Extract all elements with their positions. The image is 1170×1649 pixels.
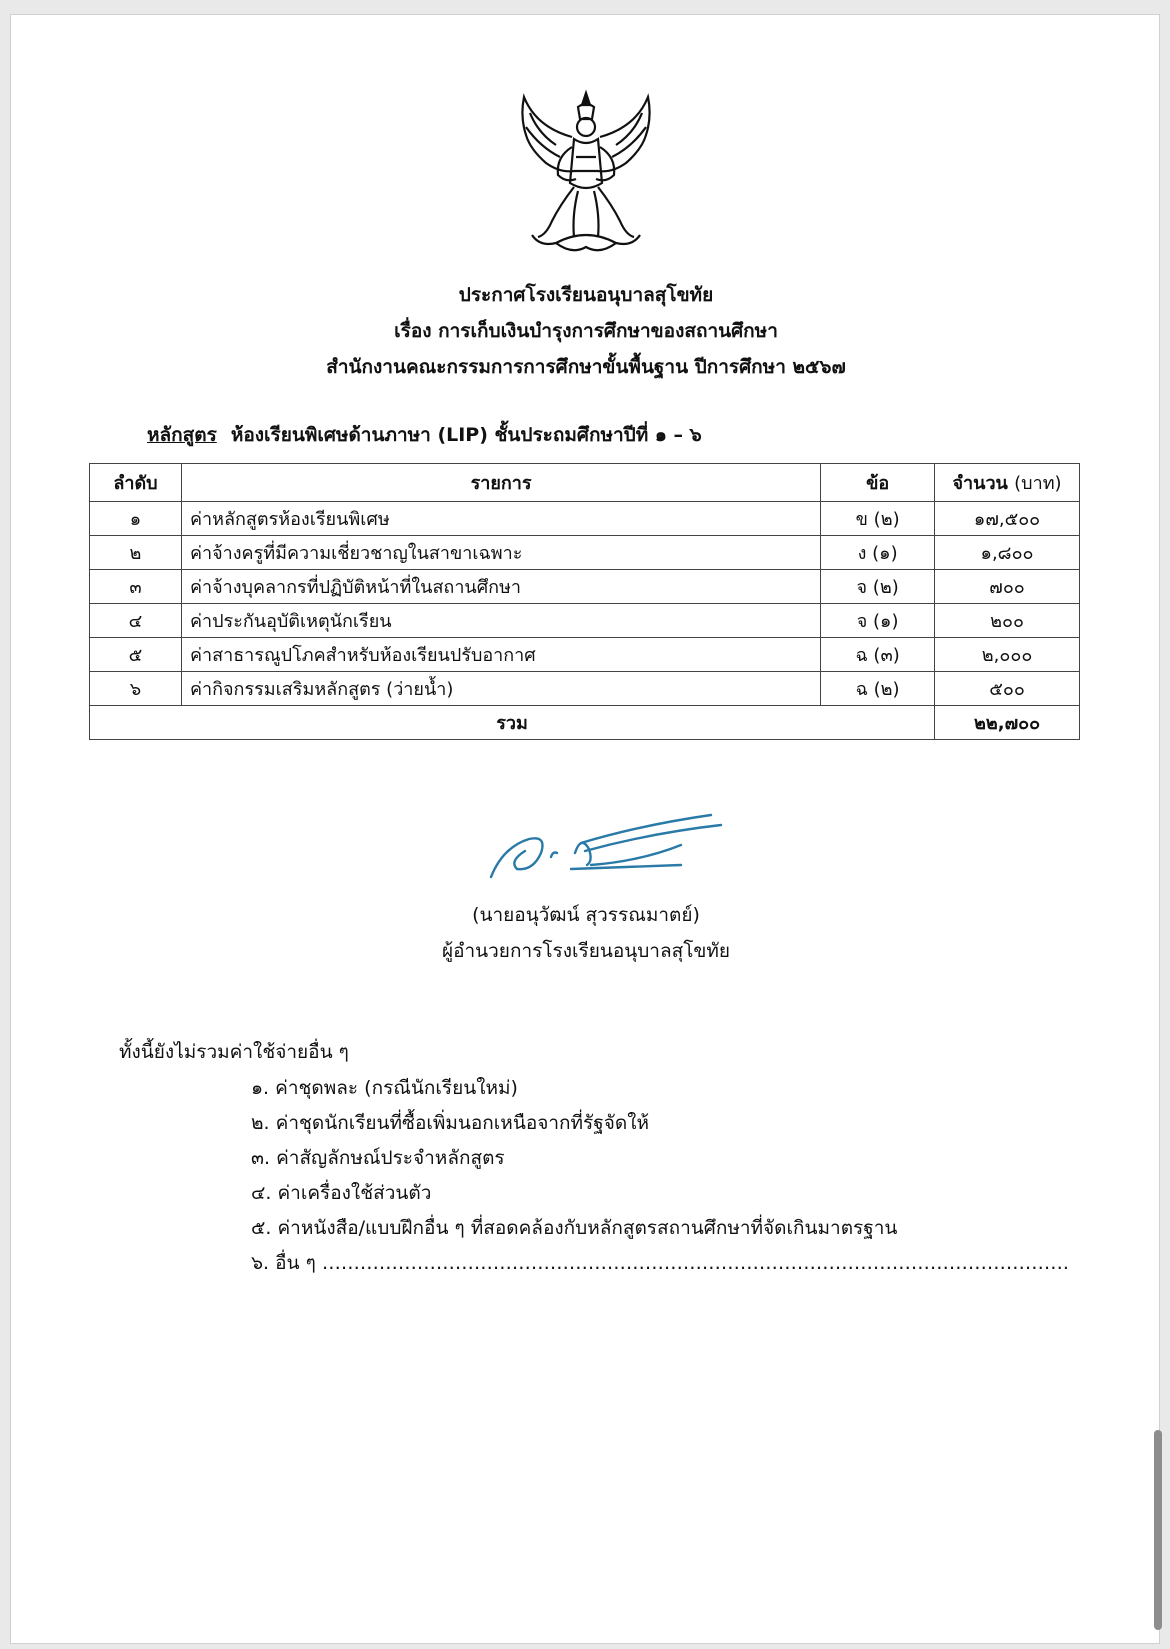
row-item: ค่าจ้างบุคลากรที่ปฏิบัติหน้าที่ในสถานศึกษา (181, 570, 820, 604)
signer-position: ผู้อำนวยการโรงเรียนอนุบาลสุโขทัย (441, 940, 731, 962)
row-amount: ๑๗,๕๐๐ (935, 502, 1080, 536)
row-amount: ๑,๘๐๐ (935, 536, 1080, 570)
document-page (10, 14, 1160, 1644)
row-item: ค่าหลักสูตรห้องเรียนพิเศษ (181, 502, 820, 536)
row-clause: ง (๑) (821, 536, 935, 570)
row-no: ๕ (90, 638, 182, 672)
row-no: ๑ (90, 502, 182, 536)
row-amount: ๗๐๐ (935, 570, 1080, 604)
table-row (90, 672, 1080, 706)
table-header-row (90, 464, 1080, 502)
row-item: ค่ากิจกรรมเสริมหลักสูตร (ว่ายน้ำ) (181, 672, 820, 706)
notes-list (251, 1071, 1069, 1281)
row-clause: ฉ (๒) (821, 672, 935, 706)
announcement-header (11, 277, 1161, 385)
table-row (90, 570, 1080, 604)
total-amount: ๒๒,๗๐๐ (935, 706, 1080, 740)
header-no: ลำดับ (90, 464, 182, 502)
fee-table (89, 463, 1080, 740)
row-no: ๖ (90, 672, 182, 706)
list-item: ๒. ค่าชุดนักเรียนที่ซื้อเพิ่มนอกเหนือจากที่รัฐจัดให้ (251, 1112, 650, 1134)
course-label: หลักสูตร (147, 424, 217, 446)
total-label: รวม (90, 706, 935, 740)
table-total-row (90, 706, 1080, 740)
table-row (90, 638, 1080, 672)
course-name: ห้องเรียนพิเศษด้านภาษา (LIP) ชั้นประถมศึกษาปีที่ ๑ – ๖ (230, 424, 702, 446)
row-item: ค่าประกันอุบัติเหตุนักเรียน (181, 604, 820, 638)
row-amount: ๒,๐๐๐ (935, 638, 1080, 672)
row-no: ๓ (90, 570, 182, 604)
row-no: ๔ (90, 604, 182, 638)
signature-block (11, 897, 1161, 969)
course-line (147, 420, 702, 450)
row-clause: ข (๒) (821, 502, 935, 536)
scrollbar[interactable] (1154, 1430, 1162, 1630)
list-item: ๓. ค่าสัญลักษณ์ประจำหลักสูตร (251, 1147, 505, 1169)
row-clause: จ (๑) (821, 604, 935, 638)
header-amount-unit: (บาท) (1014, 473, 1062, 494)
signer-name: (นายอนุวัฒน์ สุวรรณมาตย์) (472, 904, 700, 926)
row-clause: ฉ (๓) (821, 638, 935, 672)
header-amount (935, 464, 1080, 502)
table-row (90, 502, 1080, 536)
signature-mark (481, 805, 751, 905)
table-row (90, 536, 1080, 570)
list-item: ๑. ค่าชุดพละ (กรณีนักเรียนใหม่) (251, 1077, 518, 1099)
row-amount: ๕๐๐ (935, 672, 1080, 706)
table-row (90, 604, 1080, 638)
header-item: รายการ (181, 464, 820, 502)
list-item: ๕. ค่าหนังสือ/แบบฝึกอื่น ๆ ที่สอดคล้องกับหลักสูตรสถานศึกษาที่จัดเกินมาตรฐาน (251, 1217, 898, 1239)
row-item: ค่าจ้างครูที่มีความเชี่ยวชาญในสาขาเฉพาะ (181, 536, 820, 570)
notes-intro: ทั้งนี้ยังไม่รวมค่าใช้จ่ายอื่น ๆ (119, 1041, 349, 1063)
header-clause: ข้อ (821, 464, 935, 502)
list-item: ๔. ค่าเครื่องใช้ส่วนตัว (251, 1182, 432, 1204)
row-clause: จ (๒) (821, 570, 935, 604)
garuda-emblem-icon (516, 87, 656, 259)
announcement-title: ประกาศโรงเรียนอนุบาลสุโขทัย (458, 284, 714, 306)
announcement-authority: สำนักงานคณะกรรมการการศึกษาขั้นพื้นฐาน ปีการศึกษา ๒๕๖๗ (326, 356, 846, 378)
row-no: ๒ (90, 536, 182, 570)
header-amount-label: จำนวน (952, 473, 1008, 494)
list-item: ๖. อื่น ๆ ………………………………………………………………………………………………………. (251, 1252, 1069, 1274)
announcement-subject: เรื่อง การเก็บเงินบำรุงการศึกษาของสถานศึกษา (394, 320, 778, 342)
row-item: ค่าสาธารณูปโภคสำหรับห้องเรียนปรับอากาศ (181, 638, 820, 672)
row-amount: ๒๐๐ (935, 604, 1080, 638)
